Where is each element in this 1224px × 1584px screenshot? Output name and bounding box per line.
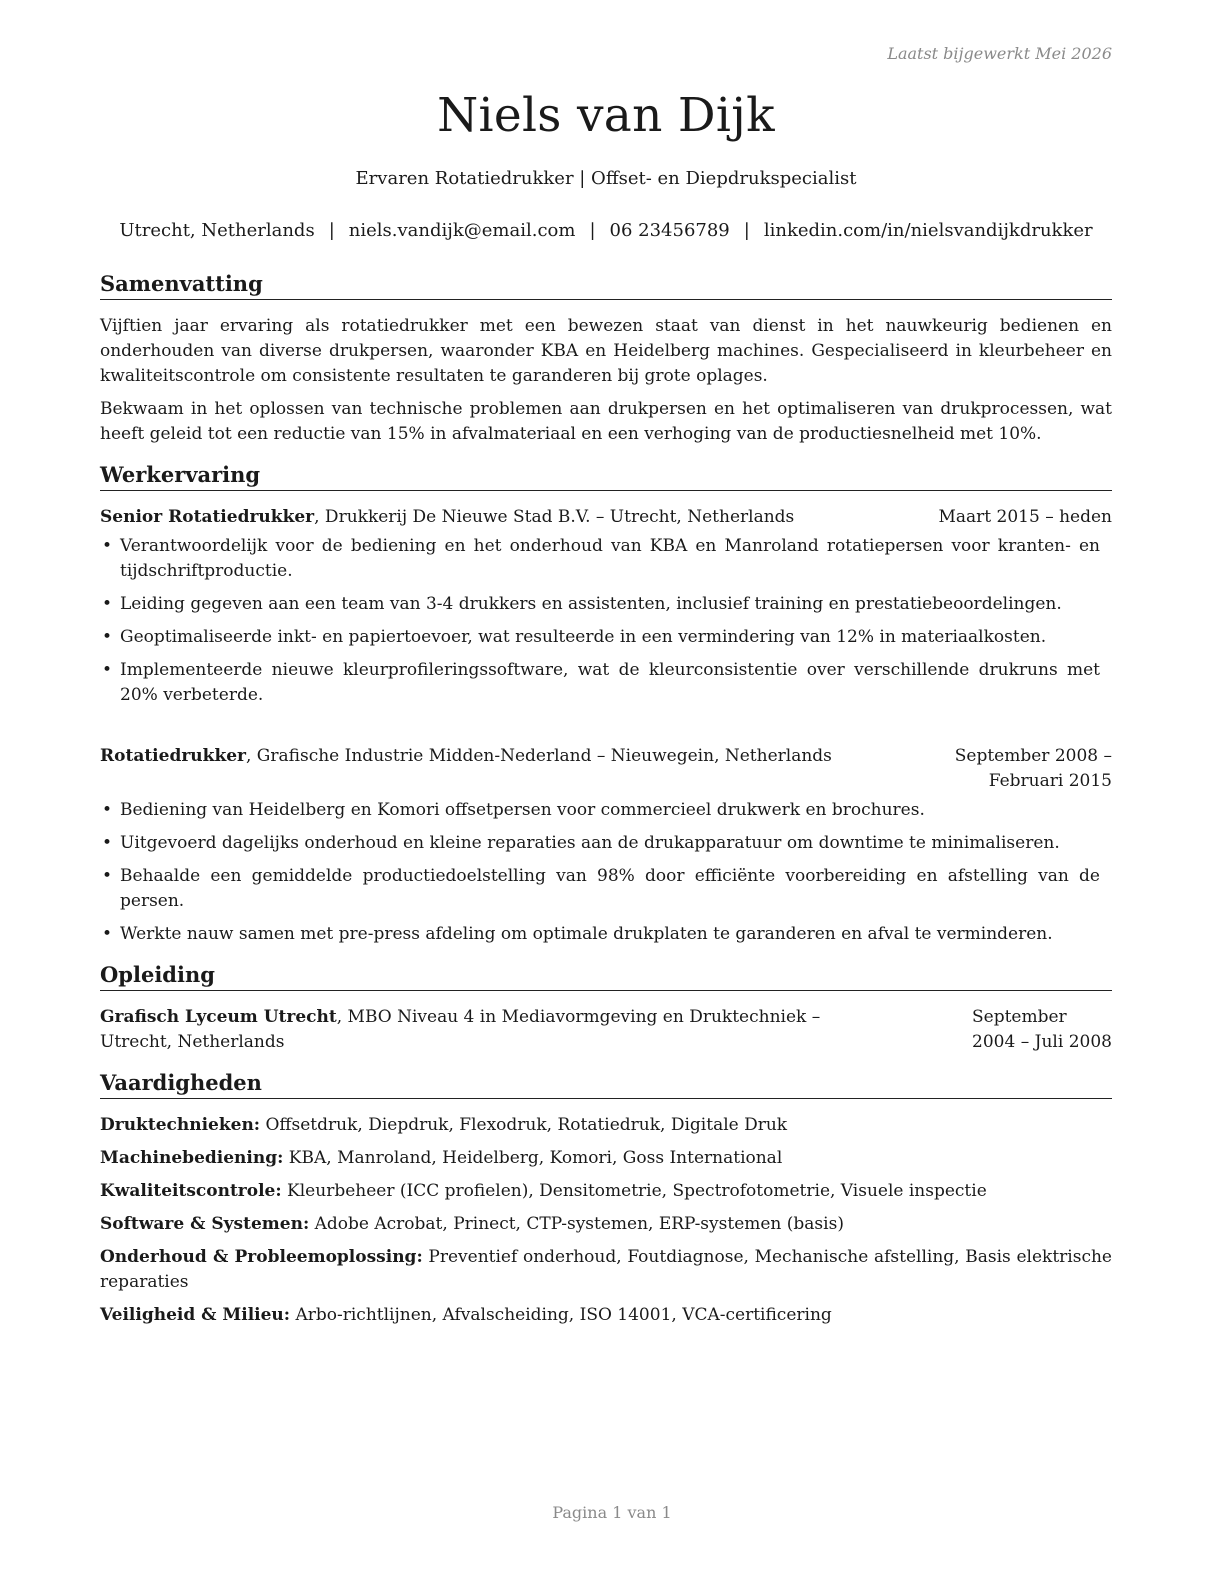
bullet-text: Bediening van Heidelberg en Komori offsetpersen voor commercieel drukwerk en brochures. — [120, 800, 925, 820]
page-number: Pagina 1 van 1 — [552, 1503, 672, 1522]
job-bullet — [100, 831, 1112, 856]
skill-value: Kleurbeheer (ICC profielen), Densitometrie, Spectrofotometrie, Visuele inspectie — [281, 1181, 987, 1201]
skill-value: Offsetdruk, Diepdruk, Flexodruk, Rotatiedruk, Digitale Druk — [260, 1115, 788, 1135]
skill-row — [100, 1146, 1112, 1171]
job-bullet — [100, 534, 1112, 584]
section-title-experience: Werkervaring — [100, 461, 1112, 491]
skill-value: KBA, Manroland, Heidelberg, Komori, Goss International — [283, 1148, 783, 1168]
job-entry — [100, 505, 1112, 708]
education-school: Grafisch Lyceum Utrecht — [100, 1007, 337, 1027]
bullet-icon: • — [102, 536, 113, 556]
last-updated-note: Laatst bijgewerkt Mei 2026 — [887, 44, 1112, 63]
job-entry — [100, 744, 1112, 947]
bullet-icon: • — [102, 594, 113, 614]
skill-row — [100, 1113, 1112, 1138]
job-role: Senior Rotatiedrukker — [100, 507, 315, 527]
bullet-icon: • — [102, 800, 113, 820]
resume-content — [100, 270, 1112, 1328]
education-entry — [100, 1005, 1112, 1055]
contact-linkedin[interactable]: linkedin.com/in/nielsvandijkdrukker — [763, 220, 1093, 241]
bullet-text: Behaalde een gemiddelde productiedoelstelling van 98% door efficiënte voorbereiding en afstelling van de persen. — [120, 866, 1100, 911]
skill-row — [100, 1212, 1112, 1237]
candidate-name: Niels van Dijk — [437, 88, 775, 143]
skill-label: Veiligheid & Milieu: — [100, 1305, 291, 1325]
bullet-text: Verantwoordelijk voor de bediening en het onderhoud van KBA en Manroland rotatiepersen voor kranten- en tijdschriftproductie. — [120, 536, 1100, 581]
bullet-text: Uitgevoerd dagelijks onderhoud en kleine reparaties aan de drukapparatuur om downtime te minimaliseren. — [120, 833, 1060, 853]
skill-row — [100, 1245, 1112, 1295]
job-bullet — [100, 658, 1112, 708]
skill-value: Preventief onderhoud, Foutdiagnose, Mechanische afstelling, Basis elektrische reparaties — [100, 1247, 1112, 1292]
job-company: , Drukkerij De Nieuwe Stad B.V. – Utrecht, Netherlands — [314, 507, 795, 527]
contact-email[interactable]: niels.vandijk@email.com — [348, 220, 576, 241]
education-details: , MBO Niveau 4 in Mediavormgeving en Druktechniek – Utrecht, Netherlands — [100, 1007, 821, 1052]
candidate-headline: Ervaren Rotatiedrukker | Offset- en Diepdrukspecialist — [355, 168, 857, 189]
job-bullet — [100, 864, 1112, 914]
job-bullets — [100, 798, 1112, 947]
bullet-icon: • — [102, 627, 113, 647]
section-title-education: Opleiding — [100, 961, 1112, 991]
skill-value: Arbo-richtlijnen, Afvalscheiding, ISO 14001, VCA-certificering — [290, 1305, 832, 1325]
contact-location: Utrecht, Netherlands — [119, 220, 315, 241]
contact-separator: | — [328, 220, 335, 241]
section-title-summary: Samenvatting — [100, 270, 1112, 300]
contact-separator: | — [743, 220, 750, 241]
job-header — [100, 744, 1112, 794]
contact-line — [100, 220, 1112, 241]
skill-label: Software & Systemen: — [100, 1214, 310, 1234]
bullet-text: Leiding gegeven aan een team van 3-4 drukkers en assistenten, inclusief training en prestatiebeoordelingen. — [120, 594, 1062, 614]
education-dates: September 2004 – Juli 2008 — [972, 1007, 1112, 1052]
bullet-icon: • — [102, 866, 113, 886]
skills-section — [100, 1069, 1112, 1328]
job-role: Rotatiedrukker — [100, 746, 246, 766]
resume-page — [100, 0, 1112, 1584]
bullet-icon: • — [102, 833, 113, 853]
job-bullet — [100, 798, 1112, 823]
job-dates: September 2008 – Februari 2015 — [954, 746, 1112, 791]
job-bullet — [100, 592, 1112, 617]
bullet-text: Geoptimaliseerde inkt- en papiertoevoer, wat resulteerde in een vermindering van 12% in materiaalkosten. — [120, 627, 1047, 647]
skill-label: Machinebediening: — [100, 1148, 284, 1168]
contact-separator: | — [589, 220, 596, 241]
bullet-icon: • — [102, 660, 113, 680]
education-title-line — [100, 1005, 876, 1055]
bullet-text: Werkte nauw samen met pre-press afdeling om optimale drukplaten te garanderen en afval te verminderen. — [120, 924, 1053, 944]
job-header — [100, 505, 1112, 530]
job-bullets — [100, 534, 1112, 708]
bullet-icon: • — [102, 924, 113, 944]
section-title-skills: Vaardigheden — [100, 1069, 1112, 1099]
experience-section — [100, 461, 1112, 947]
skill-row — [100, 1303, 1112, 1328]
job-dates: Maart 2015 – heden — [938, 507, 1112, 527]
job-title-line — [100, 505, 918, 530]
job-company: , Grafische Industrie Midden-Nederland – Nieuwegein, Netherlands — [246, 746, 832, 766]
summary-section — [100, 270, 1112, 447]
skill-label: Onderhoud & Probleemoplossing: — [100, 1247, 423, 1267]
job-title-line — [100, 744, 856, 794]
skill-label: Druktechnieken: — [100, 1115, 261, 1135]
contact-phone: 06 23456789 — [609, 220, 730, 241]
summary-paragraph: Bekwaam in het oplossen van technische problemen aan drukpersen en het optimaliseren van drukprocessen, wat heeft geleid tot een reductie van 15% in afvalmateriaal en een verhoging van de productiesnelheid met 10%. — [100, 399, 1112, 444]
skill-row — [100, 1179, 1112, 1204]
skill-value: Adobe Acrobat, Prinect, CTP-systemen, ERP-systemen (basis) — [309, 1214, 844, 1234]
job-bullet — [100, 922, 1112, 947]
bullet-text: Implementeerde nieuwe kleurprofileringssoftware, wat de kleurconsistentie over verschillende drukruns met 20% verbeterde. — [120, 660, 1100, 705]
education-section — [100, 961, 1112, 1055]
summary-paragraph: Vijftien jaar ervaring als rotatiedrukker met een bewezen staat van dienst in het nauwkeurig bedienen en onderhouden van diverse drukpersen, waaronder KBA en Heidelberg machines. Gespecialiseerd in kleurbeheer en kwaliteitscontrole om consistente resultaten te garanderen bij grote oplages. — [100, 316, 1112, 386]
job-bullet — [100, 625, 1112, 650]
skill-label: Kwaliteitscontrole: — [100, 1181, 282, 1201]
